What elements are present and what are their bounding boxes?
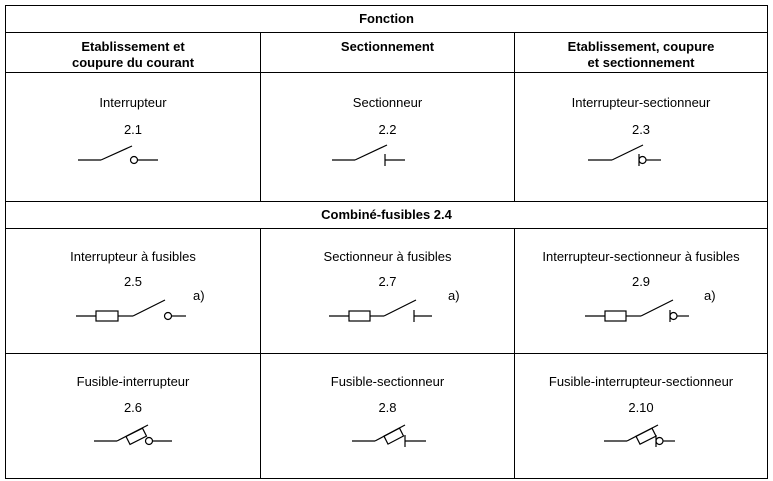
symbol-name: Sectionneur [352, 95, 423, 110]
column-header-isolation [261, 33, 515, 73]
switch-disconnector-symbol-icon [585, 143, 725, 173]
column-header-line: Etablissement et [81, 39, 185, 54]
symbol-number: 2.7 [378, 274, 397, 289]
cell-interrupteur-fusibles [6, 229, 261, 354]
footnote-marker: a) [448, 288, 460, 303]
switch-disconnector-fuse-symbol-icon [595, 420, 705, 454]
cell-fusible-sectionneur [261, 354, 515, 479]
symbol-number: 2.1 [123, 122, 143, 137]
switch-fuse-symbol-icon [86, 420, 196, 454]
cell-interrupteur [6, 73, 261, 202]
fuse-switch-disconnector-symbol-icon [585, 297, 725, 327]
symbol-name: Interrupteur-sectionneur [571, 95, 711, 110]
cell-sectionneur [261, 73, 515, 202]
symbol-number: 2.8 [378, 400, 397, 415]
fuse-disconnector-symbol-icon [321, 297, 461, 327]
symbol-number: 2.5 [123, 274, 143, 289]
column-header-switching [6, 33, 261, 73]
disconnector-symbol-icon [321, 143, 461, 173]
symbol-name: Interrupteur-sectionneur à fusibles [542, 249, 740, 264]
symbol-number: 2.6 [123, 400, 143, 415]
fuse-switch-symbol-icon [66, 297, 206, 327]
footnote-marker: a) [704, 288, 716, 303]
cell-sectionneur-fusibles [261, 229, 515, 354]
combined-fuse-header: Combiné-fusibles 2.4 [6, 202, 768, 229]
symbol-number: 2.2 [378, 122, 397, 137]
column-header-switching-isolation [515, 33, 768, 73]
cell-interrupteur-sectionneur-fusibles [515, 229, 768, 354]
symbol-name: Sectionneur à fusibles [323, 249, 452, 264]
symbol-name: Fusible-interrupteur-sectionneur [548, 374, 734, 389]
cell-fusible-interrupteur [6, 354, 261, 479]
symbol-name: Interrupteur à fusibles [70, 249, 196, 264]
symbol-name: Interrupteur [99, 95, 167, 110]
disconnector-fuse-symbol-icon [341, 420, 451, 454]
symbol-table [5, 5, 768, 479]
column-header-line: Sectionnement [340, 39, 435, 54]
symbol-number: 2.9 [631, 274, 651, 289]
function-header: Fonction [6, 6, 768, 33]
column-header-line: Etablissement, coupure [567, 39, 715, 54]
symbol-number: 2.10 [628, 400, 654, 415]
cell-fusible-interrupteur-sectionneur [515, 354, 768, 479]
symbol-number: 2.3 [631, 122, 651, 137]
column-header-line: coupure du courant [71, 55, 195, 70]
symbol-name: Fusible-sectionneur [330, 374, 445, 389]
cell-interrupteur-sectionneur [515, 73, 768, 202]
footnote-marker: a) [193, 288, 205, 303]
column-header-line: et sectionnement [587, 55, 695, 70]
symbol-name: Fusible-interrupteur [76, 374, 190, 389]
switch-symbol-icon [66, 143, 206, 173]
